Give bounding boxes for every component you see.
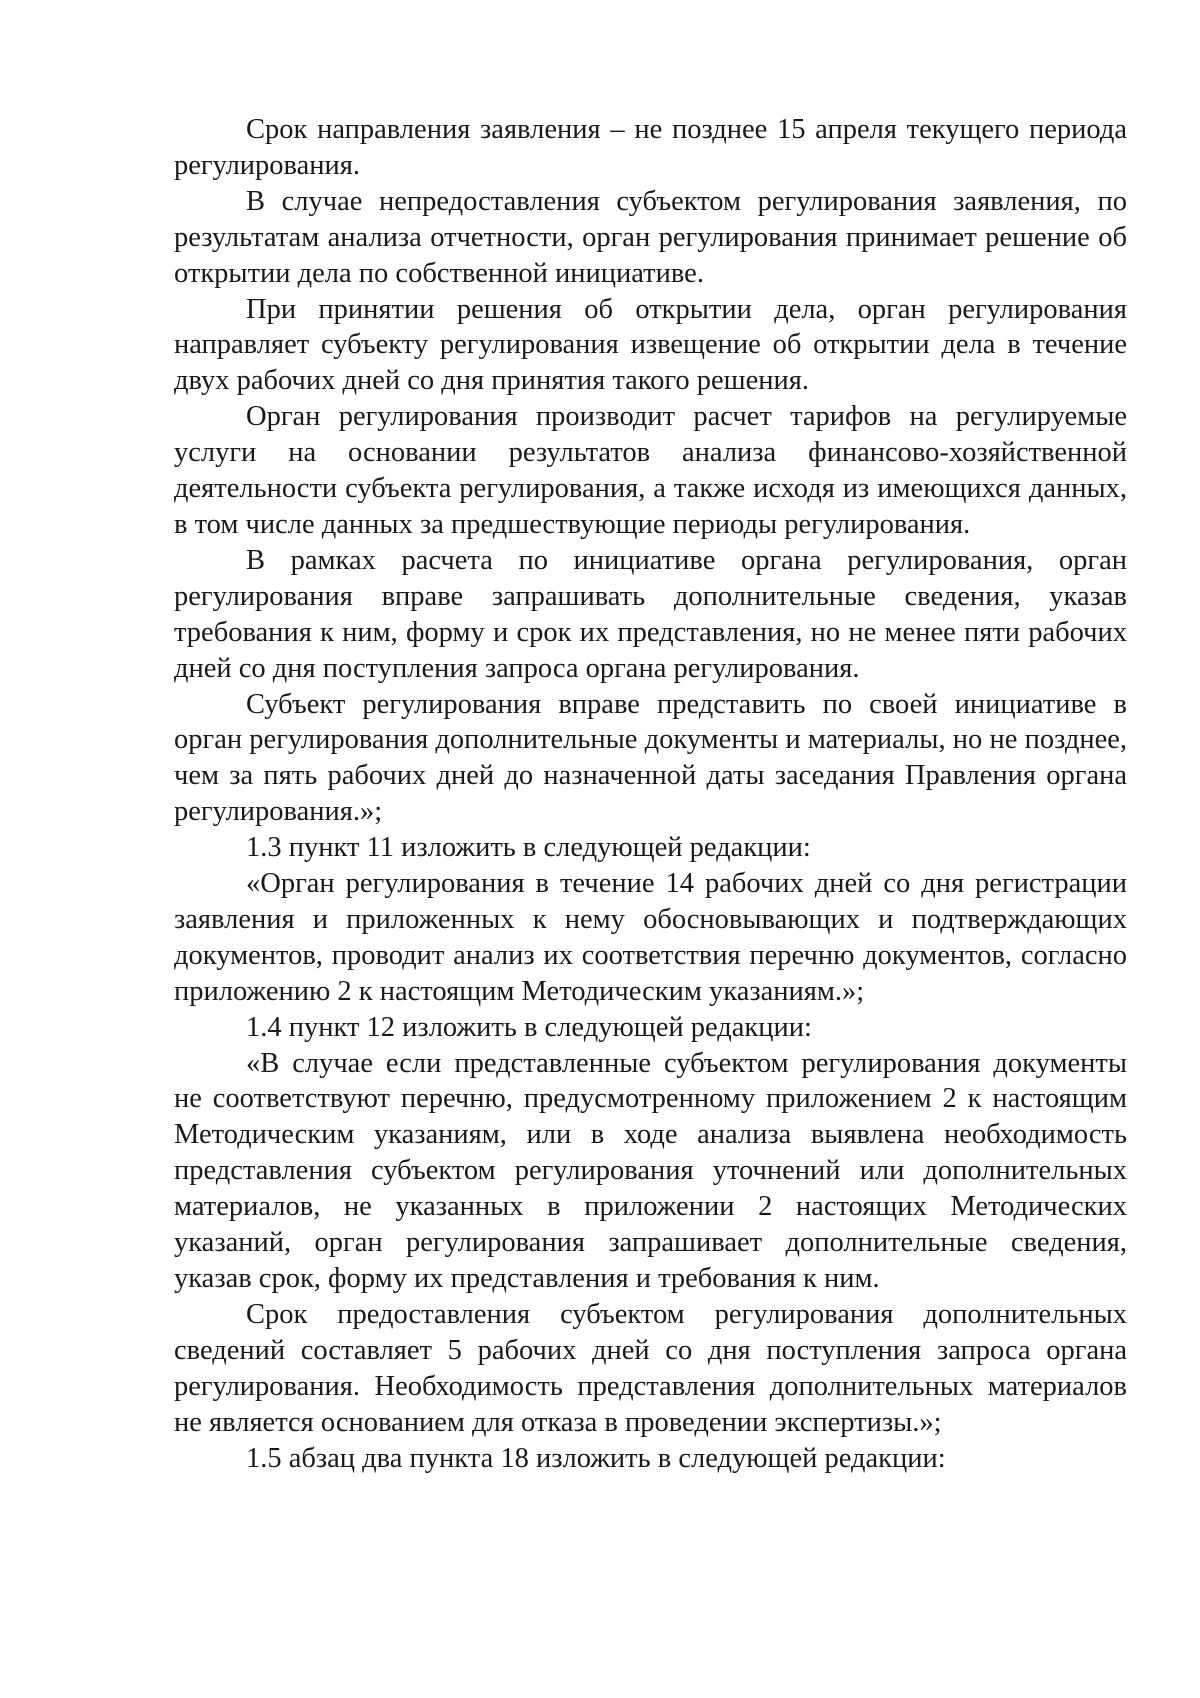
document-body — [174, 112, 1127, 1476]
paragraph-amendment-1-3: 1.3 пункт 11 изложить в следующей редакции: — [246, 832, 811, 864]
paragraph-point-12-text: «В случае если представленные субъектом регулирования документы не соответствуют перечню, предусмотренному приложением 2 к настоящим Методическим указаниям, или в ходе анализа выявлена необходимость представления субъектом регулирования уточнений или дополнительных материалов, не указанных в приложении 2 настоящих Методических указаний, орган регулирования запрашивает дополнительные сведения, указав срок, форму их представления и требования к ним. — [174, 1047, 1127, 1294]
paragraph-non-submission: В случае непредоставления субъектом регулирования заявления, по результатам анализа отчетности, орган регулирования принимает решение об открытии дела по собственной инициативе. — [174, 185, 1127, 289]
paragraph-additional-info-deadline: Срок предоставления субъектом регулирования дополнительных сведений составляет 5 рабочих дней со дня поступления запроса органа регулирования. Необходимость представления дополнительных материалов не является основанием для отказа в проведении экспертизы.»; — [174, 1298, 1127, 1438]
paragraph-own-initiative-submission: Субъект регулирования вправе представить по своей инициативе в орган регулирования дополнительные документы и материалы, но не позднее, чем за пять рабочих дней до назначенной даты заседания Правления органа регулирования.»; — [174, 688, 1127, 828]
paragraph-amendment-1-4: 1.4 пункт 12 изложить в следующей редакции: — [246, 1011, 812, 1043]
paragraph-amendment-1-5: 1.5 абзац два пункта 18 изложить в следующей редакции: — [246, 1442, 946, 1474]
paragraph-case-opening-notice: При принятии решения об открытии дела, орган регулирования направляет субъекту регулирования извещение об открытии дела в течение двух рабочих дней со дня принятия такого решения. — [174, 293, 1127, 397]
paragraph-tariff-calculation: Орган регулирования производит расчет тарифов на регулируемые услуги на основании результатов анализа финансово-хозяйственной деятельности субъекта регулирования, а также исходя из имеющихся данных, в том числе данных за предшествующие периоды регулирования. — [174, 401, 1127, 540]
paragraph-additional-info-request: В рамках расчета по инициативе органа регулирования, орган регулирования вправе запрашивать дополнительные сведения, указав требования к ним, форму и срок их представления, но не менее пяти рабочих дней со дня поступления запроса органа регулирования. — [174, 544, 1127, 684]
paragraph-point-11-text: «Орган регулирования в течение 14 рабочих дней со дня регистрации заявления и приложенных к нему обосновывающих и подтверждающих документов, проводит анализ их соответствия перечню документов, согласно приложению 2 к настоящим Методическим указаниям.»; — [174, 868, 1127, 1007]
paragraph-application-deadline: Срок направления заявления – не позднее 15 апреля текущего периода регулирования. — [174, 114, 1127, 181]
